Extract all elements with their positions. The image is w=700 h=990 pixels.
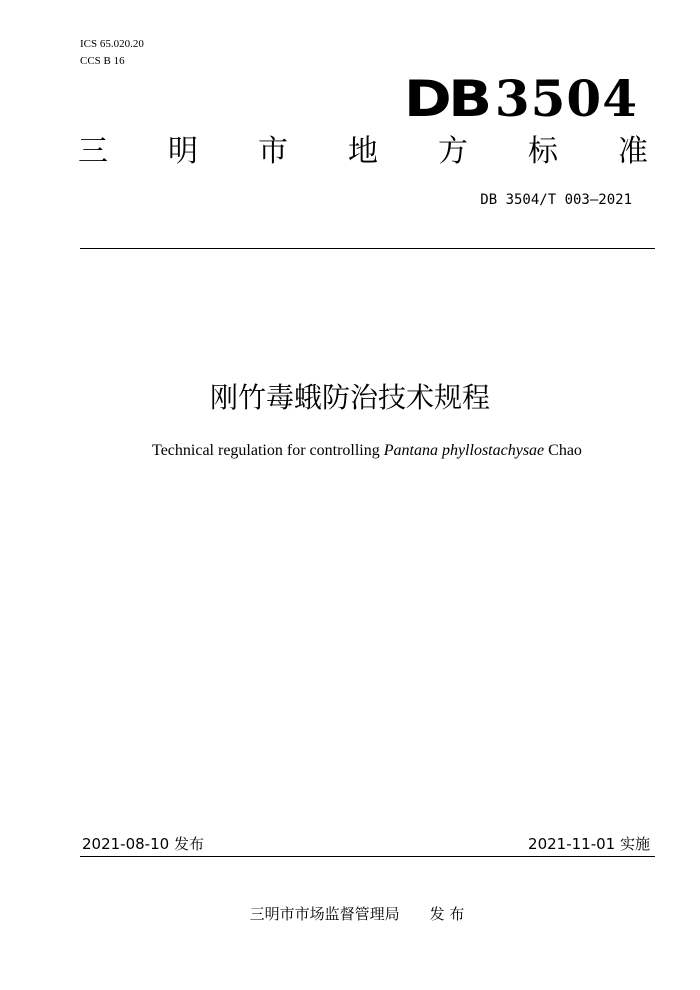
- standard-type-heading: [78, 134, 648, 170]
- document-title-english: [0, 441, 700, 461]
- title-english-prefix: Technical regulation for controlling: [152, 442, 384, 459]
- title-english-suffix: Chao: [544, 442, 582, 459]
- issuer-action: 发 布: [429, 905, 465, 923]
- issue-date: 2021-08-10 发布: [82, 835, 204, 853]
- top-divider: [80, 248, 655, 249]
- standard-mark: [404, 68, 638, 128]
- document-title-chinese: 刚竹毒蛾防治技术规程: [209, 381, 490, 414]
- standard-type-char: 准: [618, 134, 648, 169]
- standard-mark-letters: DB: [404, 70, 489, 128]
- ics-code: ICS 65.020.20: [80, 38, 144, 50]
- issuer-line: [0, 904, 700, 924]
- implementation-date: 2021-11-01 实施: [528, 835, 650, 853]
- standard-type-char: 标: [528, 134, 558, 169]
- bottom-divider: [80, 856, 655, 857]
- ccs-code: CCS B 16: [80, 55, 125, 67]
- standard-type-char: 市: [258, 134, 288, 169]
- standard-number: DB 3504/T 003—2021: [480, 192, 632, 208]
- standard-type-char: 明: [168, 134, 198, 169]
- standard-type-char: 方: [438, 134, 468, 169]
- issuer-name: 三明市市场监督管理局: [249, 905, 400, 923]
- title-english-species: Pantana phyllostachysae: [383, 442, 545, 459]
- standard-type-char: 三: [78, 134, 108, 169]
- standard-mark-number: 3504: [494, 69, 638, 128]
- standard-type-char: 地: [348, 134, 378, 169]
